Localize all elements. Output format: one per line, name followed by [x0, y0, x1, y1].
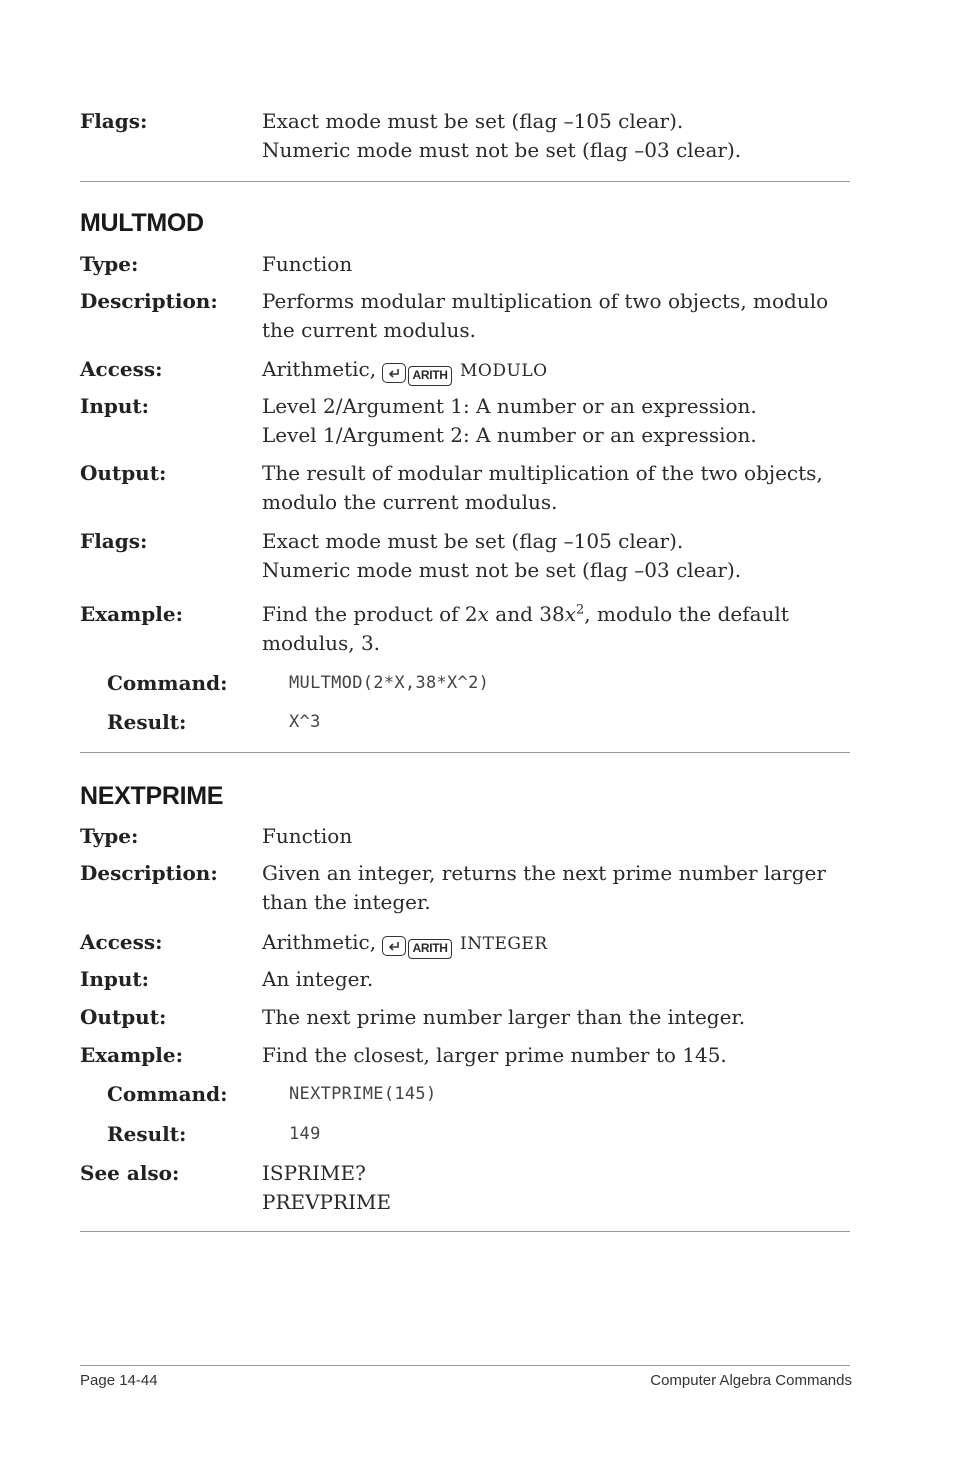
left-shift-key-icon — [382, 363, 406, 383]
nextprime-example-label: Example: — [80, 1043, 183, 1067]
section-divider-3 — [80, 1231, 850, 1232]
nextprime-output-value: The next prime number larger than the integer. — [262, 1005, 746, 1029]
multmod-example-row — [80, 600, 852, 658]
multmod-flags-row — [80, 527, 852, 585]
nextprime-input-label: Input: — [80, 967, 150, 991]
left-shift-arrow-icon — [386, 940, 402, 952]
multmod-flags-line-1: Exact mode must be set (flag –105 clear). — [262, 529, 684, 553]
nextprime-output-label: Output: — [80, 1005, 167, 1029]
nextprime-example-row — [80, 1041, 852, 1070]
nextprime-type-row — [80, 822, 852, 851]
multmod-input-row — [80, 392, 852, 450]
see-also-link-prevprime[interactable]: PREVPRIME — [262, 1190, 392, 1214]
multmod-description-label: Description: — [80, 289, 218, 313]
nextprime-output-row — [80, 1003, 852, 1032]
multmod-access-row — [80, 355, 852, 386]
section-divider-1 — [80, 181, 850, 182]
nextprime-result-value: 149 — [289, 1124, 321, 1144]
multmod-output-line-2: modulo the current modulus. — [262, 490, 558, 514]
nextprime-description-row — [80, 859, 852, 917]
multmod-heading: MULTMOD — [80, 209, 204, 237]
nextprime-description-line-2: than the integer. — [262, 890, 431, 914]
multmod-example-line-1 — [262, 600, 852, 629]
multmod-flags-value — [262, 527, 852, 585]
nextprime-access-prefix: Arithmetic, — [262, 930, 377, 954]
multmod-flags-line-2: Numeric mode must not be set (flag –03 clear). — [262, 558, 742, 582]
example-exponent: 2 — [575, 602, 585, 618]
nextprime-command-row — [80, 1080, 852, 1109]
multmod-description-value — [262, 287, 852, 345]
top-flags-label: Flags: — [80, 109, 148, 133]
top-flags-row — [80, 107, 852, 165]
see-also-link-isprime[interactable]: ISPRIME? — [262, 1161, 366, 1185]
nextprime-result-row — [80, 1120, 852, 1149]
multmod-result-row — [80, 708, 852, 737]
example-text-3: , modulo the default — [584, 602, 789, 626]
example-var-1: x — [477, 602, 489, 626]
nextprime-input-value: An integer. — [262, 967, 374, 991]
nextprime-command-value: NEXTPRIME(145) — [289, 1084, 437, 1104]
nextprime-type-value: Function — [262, 824, 353, 848]
example-text-2: and 38 — [488, 602, 565, 626]
example-var-2: x — [564, 602, 576, 626]
multmod-access-label: Access: — [80, 357, 163, 381]
multmod-description-line-2: the current modulus. — [262, 318, 477, 342]
nextprime-access-label: Access: — [80, 930, 163, 954]
section-divider-2 — [80, 752, 850, 753]
nextprime-description-line-1: Given an integer, returns the next prime number larger — [262, 861, 826, 885]
multmod-output-value — [262, 459, 852, 517]
multmod-example-label: Example: — [80, 602, 183, 626]
nextprime-description-value — [262, 859, 852, 917]
page-number: Page 14-44 — [80, 1372, 158, 1389]
multmod-output-row — [80, 459, 852, 517]
nextprime-heading: NEXTPRIME — [80, 782, 224, 810]
multmod-access-value — [262, 355, 852, 386]
multmod-input-label: Input: — [80, 394, 150, 418]
multmod-command-row — [80, 669, 852, 698]
multmod-input-value — [262, 392, 852, 450]
top-flags-line-1: Exact mode must be set (flag –105 clear). — [262, 109, 684, 133]
top-flags-line-2: Numeric mode must not be set (flag –03 clear). — [262, 138, 742, 162]
multmod-input-line-2: Level 1/Argument 2: A number or an expression. — [262, 423, 757, 447]
multmod-type-value: Function — [262, 252, 353, 276]
multmod-example-line-2: modulus, 3. — [262, 631, 381, 655]
nextprime-access-value — [262, 928, 852, 959]
nextprime-see-also-value — [262, 1159, 852, 1217]
multmod-description-line-1: Performs modular multiplication of two objects, modulo — [262, 289, 829, 313]
nextprime-access-row — [80, 928, 852, 959]
nextprime-description-label: Description: — [80, 861, 218, 885]
multmod-access-prefix: Arithmetic, — [262, 357, 377, 381]
multmod-access-menu: MODULO — [460, 361, 548, 381]
multmod-example-value — [262, 600, 852, 658]
nextprime-see-also-label: See also: — [80, 1161, 180, 1185]
multmod-type-label: Type: — [80, 252, 139, 276]
multmod-result-label: Result: — [107, 710, 187, 734]
multmod-command-label: Command: — [107, 671, 228, 695]
footer-rule — [80, 1365, 850, 1366]
nextprime-see-also-row — [80, 1159, 852, 1217]
multmod-flags-label: Flags: — [80, 529, 148, 553]
chapter-title: Computer Algebra Commands — [650, 1372, 852, 1389]
left-shift-arrow-icon — [386, 367, 402, 379]
multmod-output-line-1: The result of modular multiplication of the two objects, — [262, 461, 823, 485]
arith-key-icon: ARITH — [408, 366, 451, 386]
nextprime-type-label: Type: — [80, 824, 139, 848]
top-flags-value — [262, 107, 852, 165]
nextprime-result-label: Result: — [107, 1122, 187, 1146]
multmod-input-line-1: Level 2/Argument 1: A number or an expression. — [262, 394, 757, 418]
nextprime-input-row — [80, 965, 852, 994]
example-text-1: Find the product of 2 — [262, 602, 478, 626]
multmod-type-row — [80, 250, 852, 279]
arith-key-icon: ARITH — [408, 939, 451, 959]
left-shift-key-icon — [382, 936, 406, 956]
multmod-output-label: Output: — [80, 461, 167, 485]
multmod-description-row — [80, 287, 852, 345]
nextprime-command-label: Command: — [107, 1082, 228, 1106]
multmod-result-value: X^3 — [289, 712, 321, 732]
nextprime-access-menu: INTEGER — [460, 934, 548, 954]
nextprime-example-value: Find the closest, larger prime number to 145. — [262, 1043, 727, 1067]
multmod-command-value: MULTMOD(2*X,38*X^2) — [289, 673, 490, 693]
